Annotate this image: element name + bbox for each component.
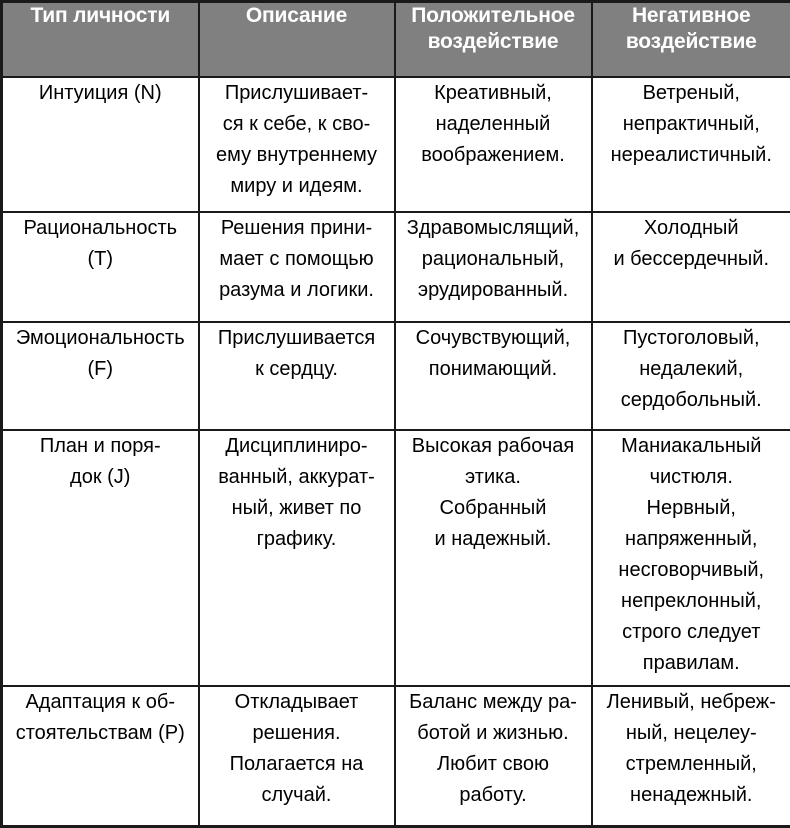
cell-positive-impact — [395, 212, 592, 322]
cell-line: Здравомыслящий, — [396, 213, 591, 244]
cell-negative-impact — [592, 212, 790, 322]
cell-line: несговорчивый, — [593, 555, 790, 586]
cell-line: Холодный — [593, 213, 790, 244]
cell-line: этика. — [396, 462, 591, 493]
cell-line: и бессердечный. — [593, 244, 790, 275]
cell-line: рациональный, — [396, 244, 591, 275]
cell-text — [200, 431, 394, 555]
cell-line: (T) — [3, 244, 198, 275]
cell-description — [199, 212, 395, 322]
cell-line: к сердцу. — [200, 354, 394, 385]
table-body — [2, 77, 790, 827]
table-row — [2, 686, 790, 827]
cell-text — [396, 687, 591, 811]
cell-line: графику. — [200, 524, 394, 555]
cell-line: ботой и жизнью. — [396, 718, 591, 749]
cell-line: непреклонный, — [593, 586, 790, 617]
cell-negative-impact — [592, 77, 790, 212]
column-header-description-text: Описание — [200, 3, 394, 29]
cell-personality-type — [2, 212, 199, 322]
cell-line: Дисциплиниро- — [200, 431, 394, 462]
table-row — [2, 430, 790, 686]
cell-line: ненадежный. — [593, 780, 790, 811]
cell-text — [396, 213, 591, 306]
cell-negative-impact — [592, 686, 790, 827]
cell-line: Эмоциональность — [3, 323, 198, 354]
cell-text — [593, 431, 790, 679]
cell-line: Адаптация к об- — [3, 687, 198, 718]
cell-line: стремленный, — [593, 749, 790, 780]
cell-line: Ленивый, небреж- — [593, 687, 790, 718]
column-header-type-text: Тип личности — [3, 3, 198, 29]
cell-line: Любит свою — [396, 749, 591, 780]
cell-line: Прислушивает- — [200, 78, 394, 109]
cell-line: Интуиция (N) — [3, 78, 198, 109]
column-header-positive-impact-text — [396, 3, 591, 55]
cell-line: Ветреный, — [593, 78, 790, 109]
cell-text — [396, 431, 591, 555]
cell-description — [199, 77, 395, 212]
cell-line: воздействие — [396, 29, 591, 55]
cell-description — [199, 686, 395, 827]
cell-line: Положительное — [396, 3, 591, 29]
cell-line: непрактичный, — [593, 109, 790, 140]
cell-line: напряженный, — [593, 524, 790, 555]
cell-personality-type — [2, 77, 199, 212]
cell-line: Маниакальный — [593, 431, 790, 462]
cell-line: док (J) — [3, 462, 198, 493]
cell-text — [200, 78, 394, 202]
column-header-description — [199, 2, 395, 77]
cell-line: миру и идеям. — [200, 171, 394, 202]
cell-line: Рациональность — [3, 213, 198, 244]
column-header-negative-impact-text — [593, 3, 790, 55]
cell-text — [593, 323, 790, 416]
cell-line: мает с помощью — [200, 244, 394, 275]
cell-line: нереалистичный. — [593, 140, 790, 171]
cell-line: ный, нецелеу- — [593, 718, 790, 749]
cell-line: сердобольный. — [593, 385, 790, 416]
cell-line: недалекий, — [593, 354, 790, 385]
column-header-positive-impact — [395, 2, 592, 77]
cell-line: Откладывает — [200, 687, 394, 718]
cell-personality-type — [2, 322, 199, 430]
cell-line: Полагается на — [200, 749, 394, 780]
cell-line: Собранный — [396, 493, 591, 524]
table-row — [2, 212, 790, 322]
cell-text — [200, 213, 394, 306]
cell-line: воображением. — [396, 140, 591, 171]
table-row — [2, 77, 790, 212]
cell-positive-impact — [395, 77, 592, 212]
cell-line: стоятельствам (P) — [3, 718, 198, 749]
cell-description — [199, 322, 395, 430]
cell-personality-type — [2, 686, 199, 827]
cell-line: ванный, аккурат- — [200, 462, 394, 493]
cell-negative-impact — [592, 322, 790, 430]
cell-line: наделенный — [396, 109, 591, 140]
cell-line: Пустоголовый, — [593, 323, 790, 354]
cell-positive-impact — [395, 322, 592, 430]
cell-line: понимающий. — [396, 354, 591, 385]
cell-negative-impact — [592, 430, 790, 686]
cell-line: Креативный, — [396, 78, 591, 109]
cell-positive-impact — [395, 430, 592, 686]
cell-line: чистюля. — [593, 462, 790, 493]
cell-text — [396, 78, 591, 171]
cell-text — [593, 213, 790, 275]
cell-text — [3, 687, 198, 749]
cell-line: строго следует — [593, 617, 790, 648]
table-header — [2, 2, 790, 77]
table-row — [2, 322, 790, 430]
column-header-negative-impact — [592, 2, 790, 77]
cell-line: ся к себе, к сво- — [200, 109, 394, 140]
table-header-row — [2, 2, 790, 77]
cell-line: разума и логики. — [200, 275, 394, 306]
cell-line: воздействие — [593, 29, 790, 55]
cell-description — [199, 430, 395, 686]
cell-line: Высокая рабочая — [396, 431, 591, 462]
cell-text — [200, 687, 394, 811]
cell-line: и надежный. — [396, 524, 591, 555]
column-header-type — [2, 2, 199, 77]
cell-line: Сочувствующий, — [396, 323, 591, 354]
cell-line: ему внутреннему — [200, 140, 394, 171]
cell-line: Решения прини- — [200, 213, 394, 244]
cell-text — [3, 78, 198, 109]
cell-line: решения. — [200, 718, 394, 749]
cell-line: План и поря- — [3, 431, 198, 462]
cell-text — [200, 323, 394, 385]
cell-text — [593, 687, 790, 811]
cell-line: правилам. — [593, 648, 790, 679]
cell-line: работу. — [396, 780, 591, 811]
cell-line: Баланс между ра- — [396, 687, 591, 718]
cell-line: случай. — [200, 780, 394, 811]
cell-line: Негативное — [593, 3, 790, 29]
cell-line: Нервный, — [593, 493, 790, 524]
cell-text — [3, 323, 198, 385]
cell-personality-type — [2, 430, 199, 686]
cell-text — [396, 323, 591, 385]
cell-text — [3, 213, 198, 275]
cell-line: ный, живет по — [200, 493, 394, 524]
cell-line: Прислушивается — [200, 323, 394, 354]
cell-text — [593, 78, 790, 171]
cell-line: (F) — [3, 354, 198, 385]
cell-line: эрудированный. — [396, 275, 591, 306]
cell-positive-impact — [395, 686, 592, 827]
cell-text — [3, 431, 198, 493]
